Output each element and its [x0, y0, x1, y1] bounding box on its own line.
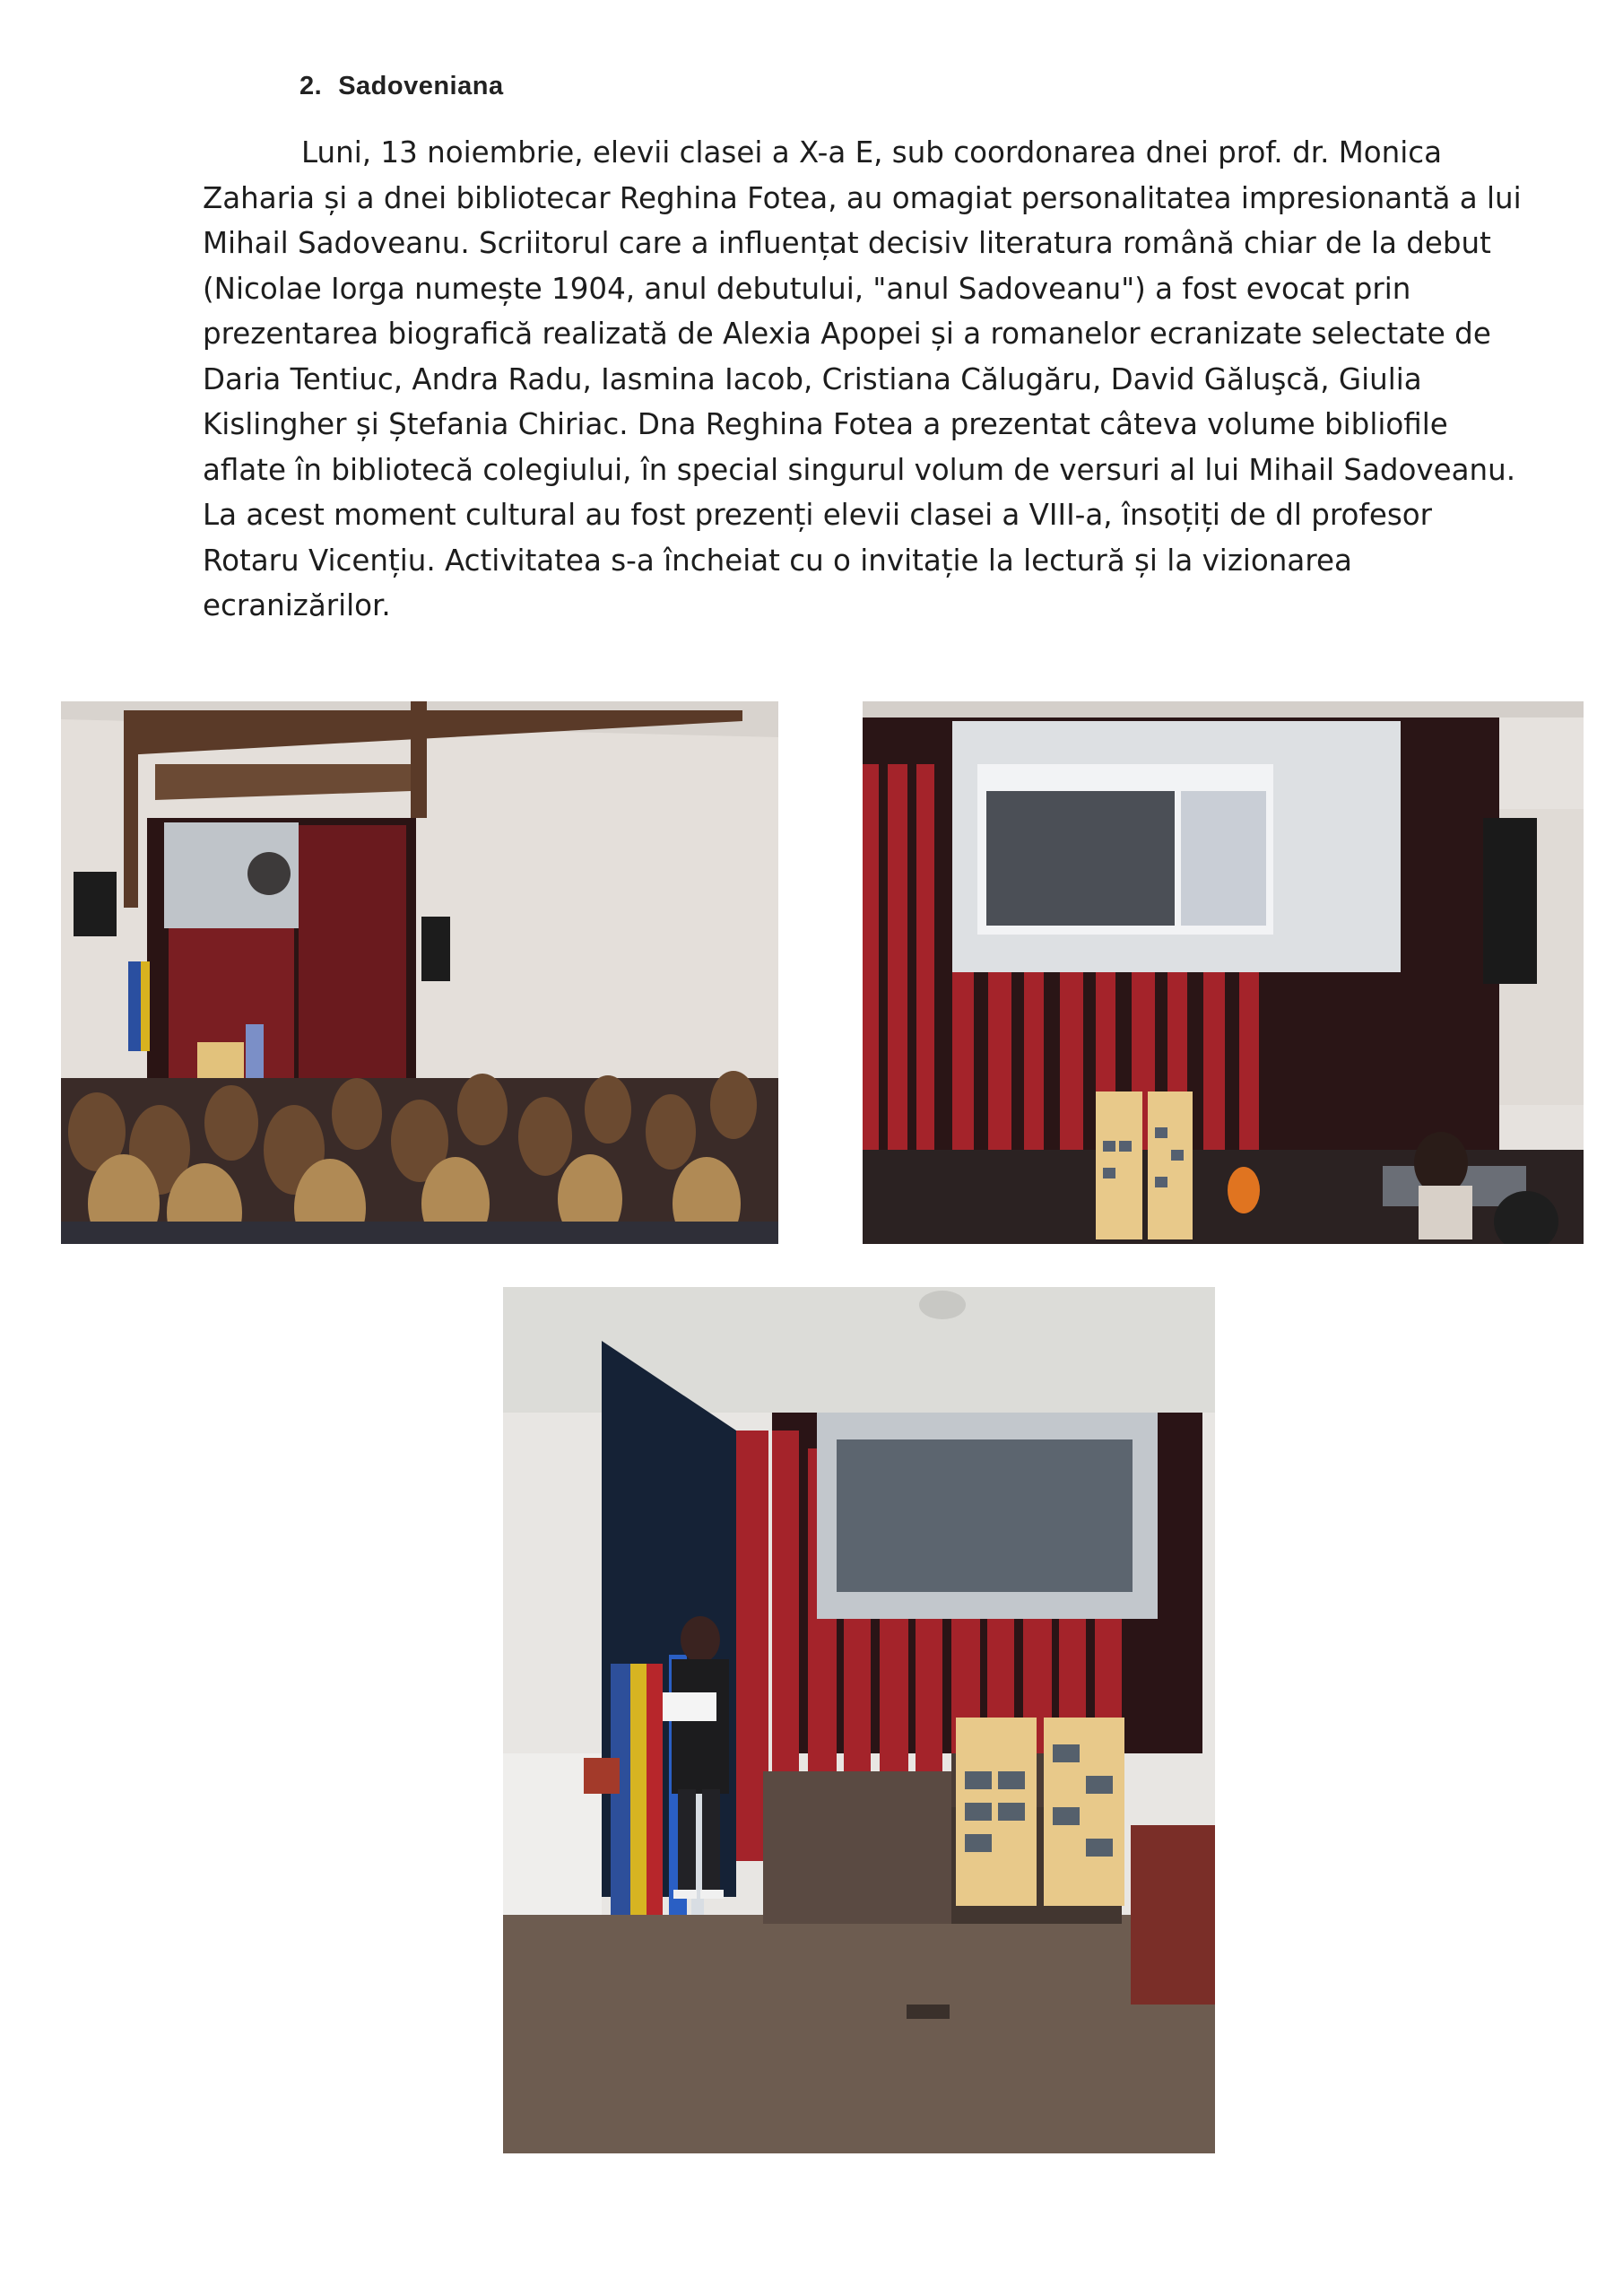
paragraph-line: prezentarea biografică realizată de Alexia Apopei și a romanelor ecranizate selectate de	[203, 317, 1491, 351]
paragraph-line: Zaharia și a dnei bibliotecar Reghina Fotea, au omagiat personalitatea impresionantă a lui	[203, 180, 1522, 215]
paragraph-line: Daria Tentiuc, Andra Radu, Iasmina Iacob, Cristiana Călugăru, David Găluşcă, Giulia	[203, 361, 1422, 396]
paragraph-line: ecranizărilor.	[203, 588, 391, 622]
section-number: 2.	[299, 72, 323, 100]
paragraph-line: Rotaru Vicențiu. Activitatea s-a încheiat cu o invitație la lectură și la vizionarea	[203, 543, 1352, 578]
paragraph-line: Kislingher și Ștefania Chiriac. Dna Reghina Fotea a prezentat câteva volume bibliofile	[203, 407, 1448, 441]
photo-stage-projection	[863, 701, 1584, 1244]
photo-student-reading	[503, 1287, 1215, 2153]
paragraph-line: Mihail Sadoveanu. Scriitorul care a influențat decisiv literatura română chiar de la debut	[203, 226, 1491, 260]
paragraph-line: (Nicolae Iorga numește 1904, anul debutului, "anul Sadoveanu") a fost evocat prin	[203, 271, 1411, 306]
event-paragraph	[203, 130, 1522, 629]
section-heading	[299, 72, 504, 101]
photo-auditorium-audience	[61, 701, 778, 1244]
paragraph-line: La acest moment cultural au fost prezenți elevii clasei a VIII-a, însoțiți de dl profesor	[203, 498, 1433, 532]
paragraph-line: aflate în bibliotecă colegiului, în special singurul volum de versuri al lui Mihail Sadoveanu.	[203, 452, 1516, 487]
paragraph-line: Luni, 13 noiembrie, elevii clasei a X-a E, sub coordonarea dnei prof. dr. Monica	[301, 135, 1443, 170]
section-title: Sadoveniana	[338, 72, 504, 100]
